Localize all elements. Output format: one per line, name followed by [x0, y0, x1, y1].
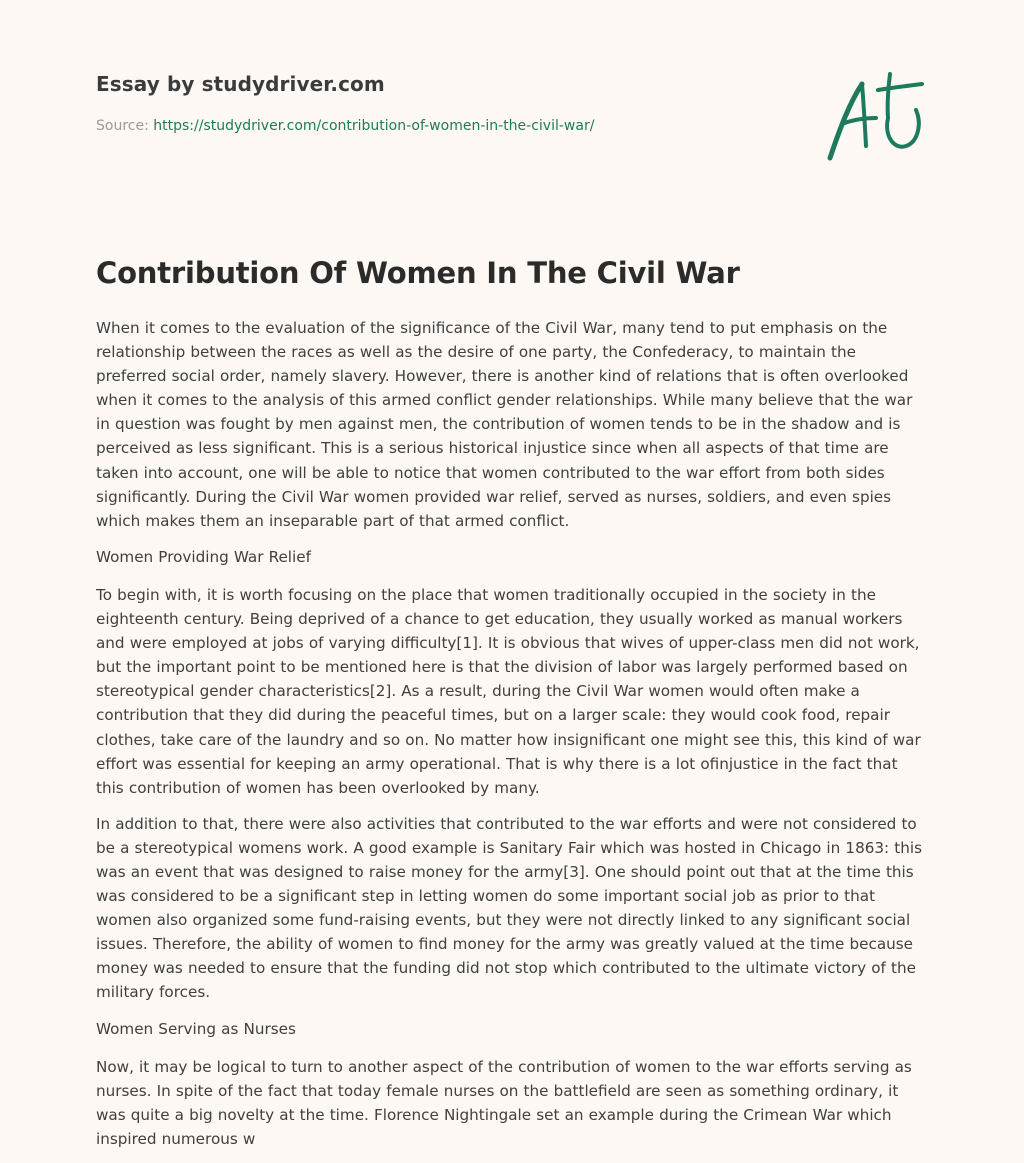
- essay-title: Contribution Of Women In The Civil War: [96, 256, 740, 290]
- essay-header: [96, 72, 856, 134]
- section-heading-nurses: Women Serving as Nurses: [96, 1019, 296, 1038]
- source-label: Source:: [96, 118, 154, 134]
- source-link[interactable]: https://studydriver.com/contribution-of-women-in-the-civil-war/: [153, 118, 595, 134]
- a-plus-logo-icon: [818, 66, 930, 166]
- paragraph-intro: When it comes to the evaluation of the significance of the Civil War, many tend to put emphasis on the relationship between the races as well as the desire of one party, the Confederacy, to maintain the preferred social order, namely slavery. However, there is another kind of relations that is often overlooked when it comes to the analysis of this armed conflict gender relationships. While many believe that the war in question was fought by men against men, the contribution of women tends to be in the shadow and is perceived as less significant. This is a serious historical injustice since when all aspects of that time are taken into account, one will be able to notice that women contributed to the war effort from both sides significantly. During the Civil War women provided war relief, served as nurses, soldiers, and even spies which makes them an inseparable part of that armed conflict.: [96, 319, 913, 530]
- paragraph-war-relief-2: In addition to that, there were also activities that contributed to the war efforts and were not considered to be a stereotypical womens work. A good example is Sanitary Fair which was hosted in Chicago in 1863: this was an event that was designed to raise money for the army[3]. One should point out that at the time this was considered to be a significant step in letting women do some important social job as prior to that women also organized some fund-raising events, but they were not directly linked to any significant social issues. Therefore, the ability of women to find money for the army was greatly valued at the time because money was needed to ensure that the funding did not stop which contributed to the ultimate victory of the military forces.: [96, 814, 923, 1002]
- section-heading-war-relief: Women Providing War Relief: [96, 547, 311, 566]
- paragraph-nurses-1: Now, it may be logical to turn to another aspect of the contribution of women to the war efforts serving as nurses. In spite of the fact that today female nurses on the battlefield are seen as something ordinary, it was quite a big novelty at the time. Florence Nightingale set an example during the Crimean War which inspired numerous w: [96, 1057, 912, 1148]
- paragraph-war-relief-1: To begin with, it is worth focusing on the place that women traditionally occupied in the society in the eighteenth century. Being deprived of a chance to get education, they usually worked as manual workers and were employed at jobs of varying difficulty[1]. It is obvious that wives of upper-class men did not work, but the important point to be mentioned here is that the division of labor was largely performed based on stereotypical gender characteristics[2]. As a result, during the Civil War women would often make a contribution that they did during the peaceful times, but on a larger scale: they would cook food, repair clothes, take care of the laundry and so on. No matter how insignificant one might see this, this kind of war effort was essential for keeping an army operational. That is why there is a lot ofinjustice in the fact that this contribution of women has been overlooked by many.: [96, 585, 921, 797]
- source-line: [96, 118, 856, 134]
- brand-title: Essay by studydriver.com: [96, 72, 385, 96]
- essay-content: [96, 256, 930, 1163]
